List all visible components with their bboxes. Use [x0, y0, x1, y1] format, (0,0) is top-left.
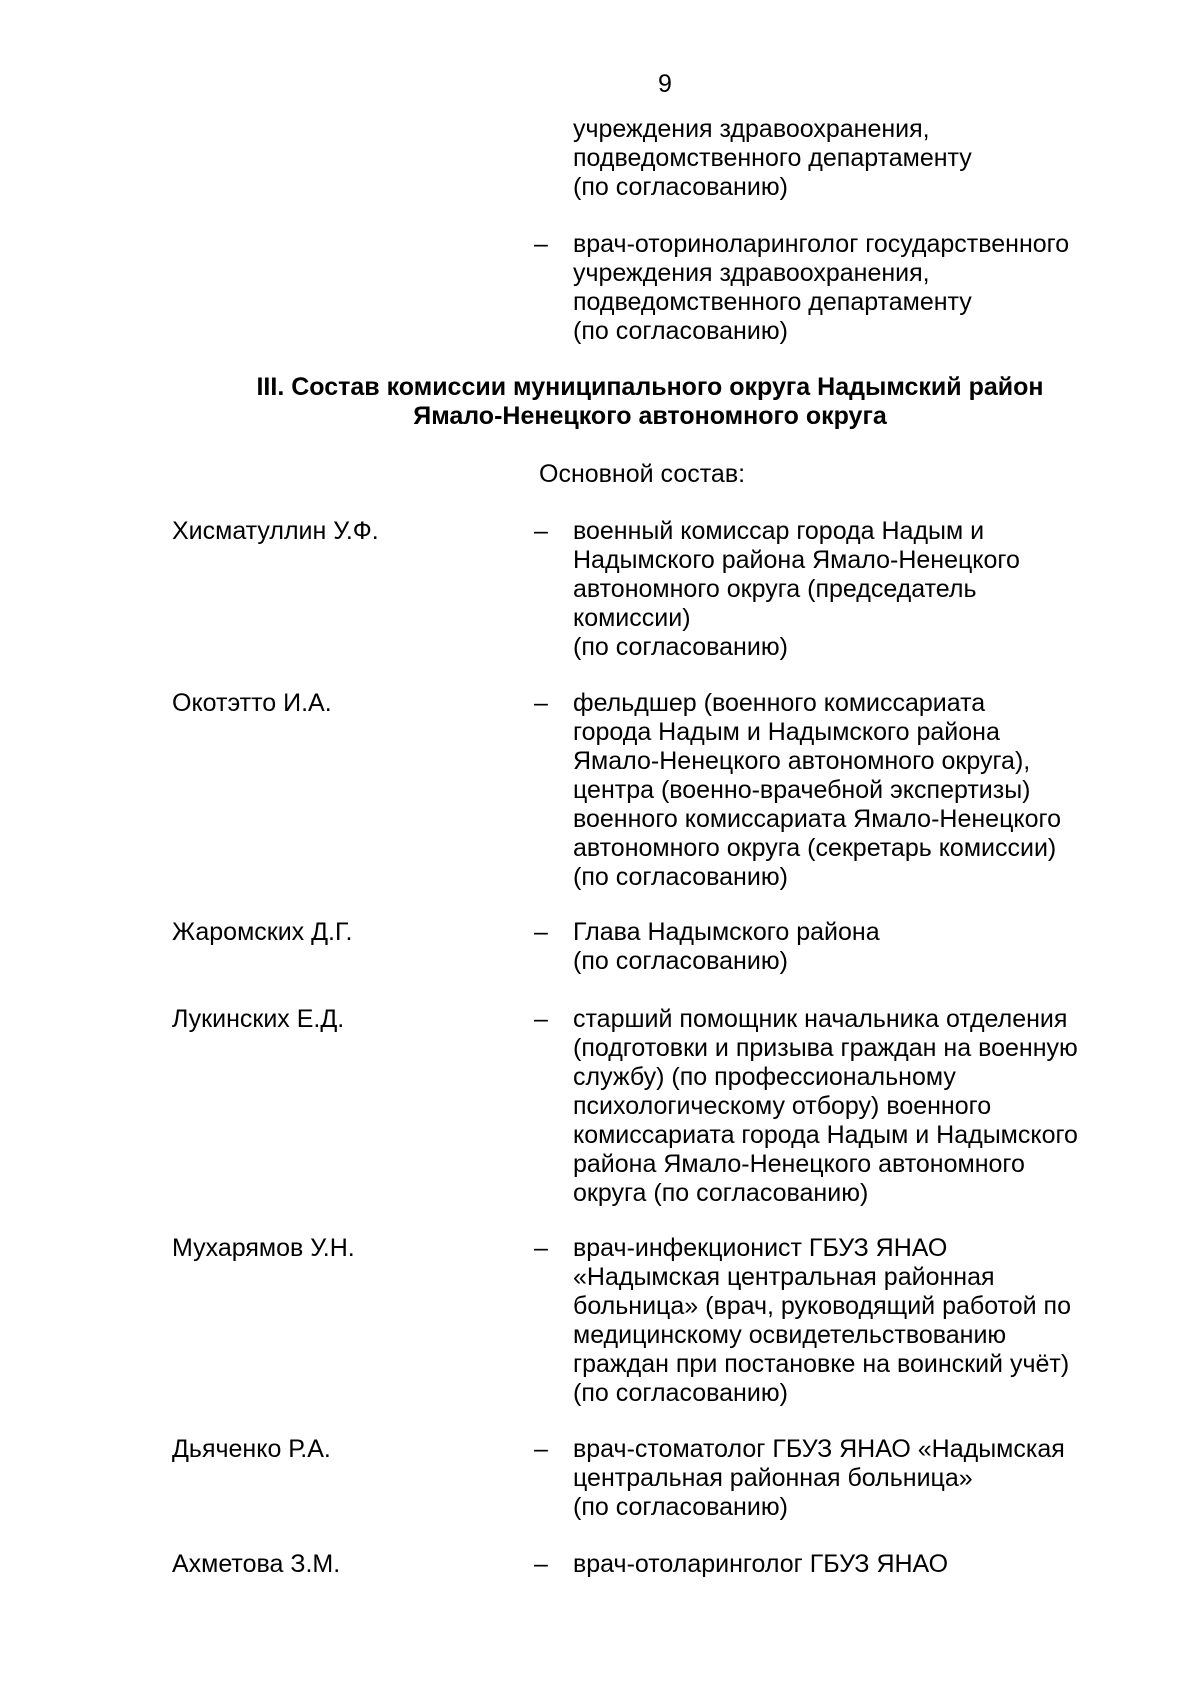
entry-description	[573, 230, 1133, 346]
description-line: (по согласованию)	[573, 173, 788, 201]
description-line: (по согласованию)	[573, 1493, 788, 1521]
description-line: района Ямало-Ненецкого автономного	[573, 1150, 1025, 1178]
description-line: старший помощник начальника отделения	[573, 1005, 1068, 1033]
entry-description	[573, 517, 1133, 662]
entry-dash: –	[534, 1234, 548, 1262]
member-name: Лукинских Е.Д.	[172, 1005, 345, 1033]
description-line: (по согласованию)	[573, 947, 788, 975]
description-line: (по согласованию)	[573, 1379, 788, 1407]
description-line: военного комиссариата Ямало-Ненецкого	[573, 805, 1061, 833]
description-line: комиссариата города Надым и Надымского	[573, 1121, 1078, 1149]
member-name: Дьяченко Р.А.	[172, 1435, 331, 1463]
description-line: округа (по согласованию)	[573, 1179, 869, 1207]
entry-dash: –	[534, 1005, 548, 1033]
entry-description	[573, 918, 1133, 976]
member-name: Мухарямов У.Н.	[172, 1234, 355, 1262]
entry-dash: –	[534, 689, 548, 717]
description-line: центральная районная больница»	[573, 1464, 973, 1492]
description-line: учреждения здравоохранения,	[573, 259, 930, 287]
section-title-line: Ямало-Ненецкого автономного округа	[413, 402, 887, 430]
description-line: медицинскому освидетельствованию	[573, 1321, 1007, 1349]
description-line: комиссии)	[573, 604, 691, 632]
description-line: города Надым и Надымского района	[573, 718, 1000, 746]
description-line: (по согласованию)	[573, 317, 788, 345]
description-line: Ямало-Ненецкого автономного округа),	[573, 747, 1031, 775]
description-line: врач-оториноларинголог государственного	[573, 230, 1070, 258]
entry-dash: –	[534, 1550, 548, 1578]
description-line: военный комиссар города Надым и	[573, 517, 985, 545]
member-name: Жаромских Д.Г.	[172, 918, 353, 946]
description-line: врач-отоларинголог ГБУЗ ЯНАО	[573, 1550, 949, 1578]
section-title	[0, 373, 1200, 431]
description-line: врач-стоматолог ГБУЗ ЯНАО «Надымская	[573, 1435, 1065, 1463]
description-line: (подготовки и призыва граждан на военную	[573, 1034, 1078, 1062]
section-title-line: III. Состав комиссии муниципального округа Надымский район	[256, 373, 1044, 401]
description-line: подведомственного департаменту	[573, 144, 972, 172]
entry-description	[573, 1234, 1133, 1408]
description-line: (по согласованию)	[573, 863, 788, 891]
page-number: 9	[658, 70, 672, 98]
description-line: «Надымская центральная районная	[573, 1263, 995, 1291]
description-line: автономного округа (секретарь комиссии)	[573, 834, 1057, 862]
description-line: больница» (врач, руководящий работой по	[573, 1292, 1071, 1320]
entry-description	[573, 689, 1133, 892]
entry-description	[573, 1550, 1133, 1579]
entry-description	[573, 115, 1133, 202]
description-line: центра (военно-врачебной экспертизы)	[573, 776, 1031, 804]
entry-description	[573, 1005, 1133, 1208]
entry-dash: –	[534, 517, 548, 545]
entry-dash: –	[534, 918, 548, 946]
description-line: фельдшер (военного комиссариата	[573, 689, 986, 717]
entry-description	[573, 1435, 1133, 1522]
description-line: граждан при постановке на воинский учёт)	[573, 1350, 1070, 1378]
description-line: Надымского района Ямало-Ненецкого	[573, 546, 1020, 574]
description-line: подведомственного департаменту	[573, 288, 972, 316]
description-line: (по согласованию)	[573, 633, 788, 661]
description-line: психологическому отбору) военного	[573, 1092, 992, 1120]
member-name: Окотэтто И.А.	[172, 689, 332, 717]
entry-dash: –	[534, 1435, 548, 1463]
description-line: учреждения здравоохранения,	[573, 115, 930, 143]
description-line: автономного округа (председатель	[573, 575, 977, 603]
description-line: врач-инфекционист ГБУЗ ЯНАО	[573, 1234, 948, 1262]
entry-dash: –	[534, 230, 548, 258]
member-name: Ахметова З.М.	[172, 1550, 341, 1578]
member-name: Хисматуллин У.Ф.	[172, 517, 379, 545]
description-line: Глава Надымского района	[573, 918, 880, 946]
section-subheading: Основной состав:	[539, 460, 746, 488]
description-line: службу) (по профессиональному	[573, 1063, 956, 1091]
